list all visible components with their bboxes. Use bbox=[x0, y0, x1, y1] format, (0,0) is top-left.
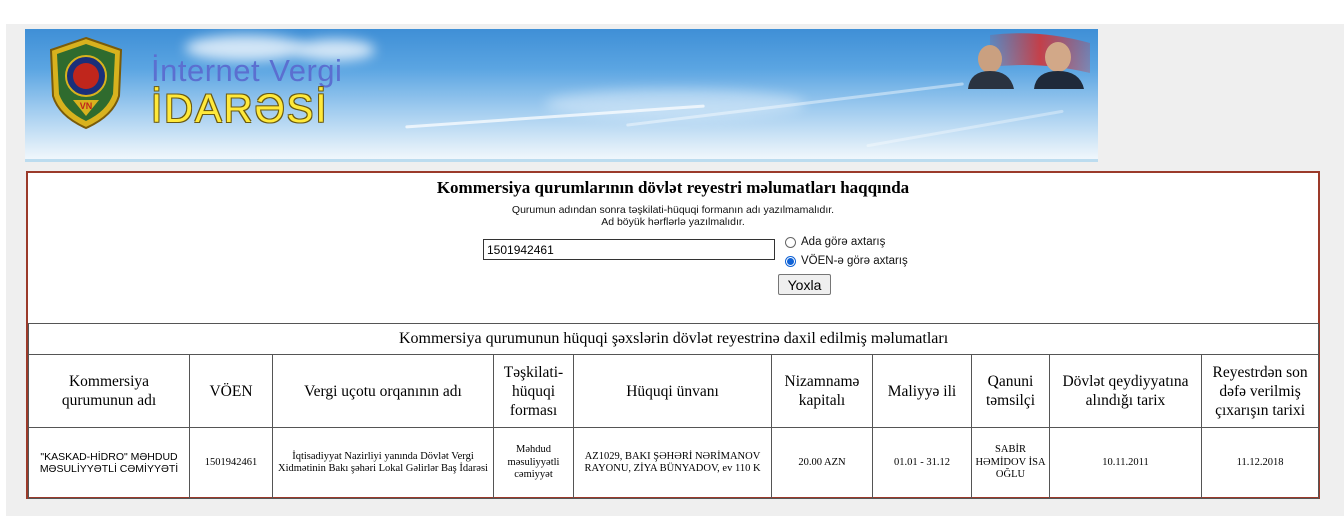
check-button[interactable]: Yoxla bbox=[778, 274, 831, 295]
column-header: VÖEN bbox=[190, 355, 273, 428]
banner-streak bbox=[866, 110, 1063, 148]
column-header: Kommersiya qurumunun adı bbox=[29, 355, 190, 428]
cell-registration-date: 10.11.2011 bbox=[1050, 428, 1202, 499]
radio-label-voen: VÖEN-ə görə axtarış bbox=[801, 255, 908, 267]
cell-tax-authority: İqtisadiyyat Nazirliyi yanında Dövlət Vergi Xidmətinin Bakı şəhəri Lokal Gəlirlər Baş İdarəsi bbox=[273, 428, 494, 499]
cell-legal-form: Məhdud məsuliyyətli cəmiyyət bbox=[494, 428, 574, 499]
column-header: Dövlət qeydiyyatına alındığı tarix bbox=[1050, 355, 1202, 428]
banner-bottom-line bbox=[25, 159, 1098, 162]
hint-text-2: Ad böyük hərflərlə yazılmalıdır. bbox=[601, 216, 745, 228]
form-title: Kommersiya qurumlarının dövlət reyestri məlumatları haqqında bbox=[436, 178, 910, 197]
cell-legal-address: AZ1029, BAKI ŞƏHƏRİ NƏRİMANOV RAYONU, ZİYA BÜNYADOV, ev 110 K bbox=[574, 428, 772, 499]
column-header: Nizamnamə kapitalı bbox=[772, 355, 873, 428]
column-header: Hüquqi ünvanı bbox=[574, 355, 772, 428]
officials-photo bbox=[950, 33, 1098, 89]
radio-search-by-voen[interactable] bbox=[785, 255, 908, 267]
radio-search-by-name[interactable] bbox=[785, 236, 885, 248]
site-banner bbox=[25, 29, 1098, 162]
cell-fiscal-year: 01.01 - 31.12 bbox=[873, 428, 972, 499]
table-row bbox=[29, 428, 1319, 499]
radio-circle-icon[interactable] bbox=[785, 237, 796, 248]
cell-last-extract-date: 11.12.2018 bbox=[1202, 428, 1319, 499]
cell-charter-capital: 20.00 AZN bbox=[772, 428, 873, 499]
cell-legal-representative: SABİR HƏMİDOV İSA OĞLU bbox=[972, 428, 1050, 499]
radio-selected-icon[interactable] bbox=[785, 256, 796, 267]
cell-voen: 1501942461 bbox=[190, 428, 273, 499]
column-header: Maliyyə ili bbox=[873, 355, 972, 428]
column-header: Təşkilati-hüquqi forması bbox=[494, 355, 574, 428]
table-caption: Kommersiya qurumunun hüquqi şəxslərin dövlət reyestrinə daxil edilmiş məlumatları bbox=[29, 324, 1319, 355]
column-header: Qanuni təmsilçi bbox=[972, 355, 1050, 428]
search-input[interactable] bbox=[483, 239, 775, 260]
hint-text-1: Qurumun adından sonra təşkilati-hüquqi formanın adı yazılmamalıdır. bbox=[511, 204, 835, 216]
svg-text:VN: VN bbox=[79, 101, 93, 111]
results-table bbox=[28, 323, 1319, 499]
column-header: Reyestrdən son dəfə verilmiş çıxarışın tarixi bbox=[1202, 355, 1319, 428]
search-panel bbox=[26, 171, 1320, 499]
column-header: Vergi uçotu orqanının adı bbox=[273, 355, 494, 428]
brand-title-line1: İnternet Vergi bbox=[151, 53, 343, 88]
cell-company-name: "KASKAD-HİDRO" MƏHDUD MƏSULİYYƏTLİ CƏMİYYƏTİ bbox=[29, 428, 190, 499]
brand-title-line2: İDARƏSİ bbox=[151, 87, 329, 131]
ministry-emblem-logo bbox=[47, 36, 125, 130]
radio-label-name: Ada görə axtarış bbox=[801, 236, 886, 248]
